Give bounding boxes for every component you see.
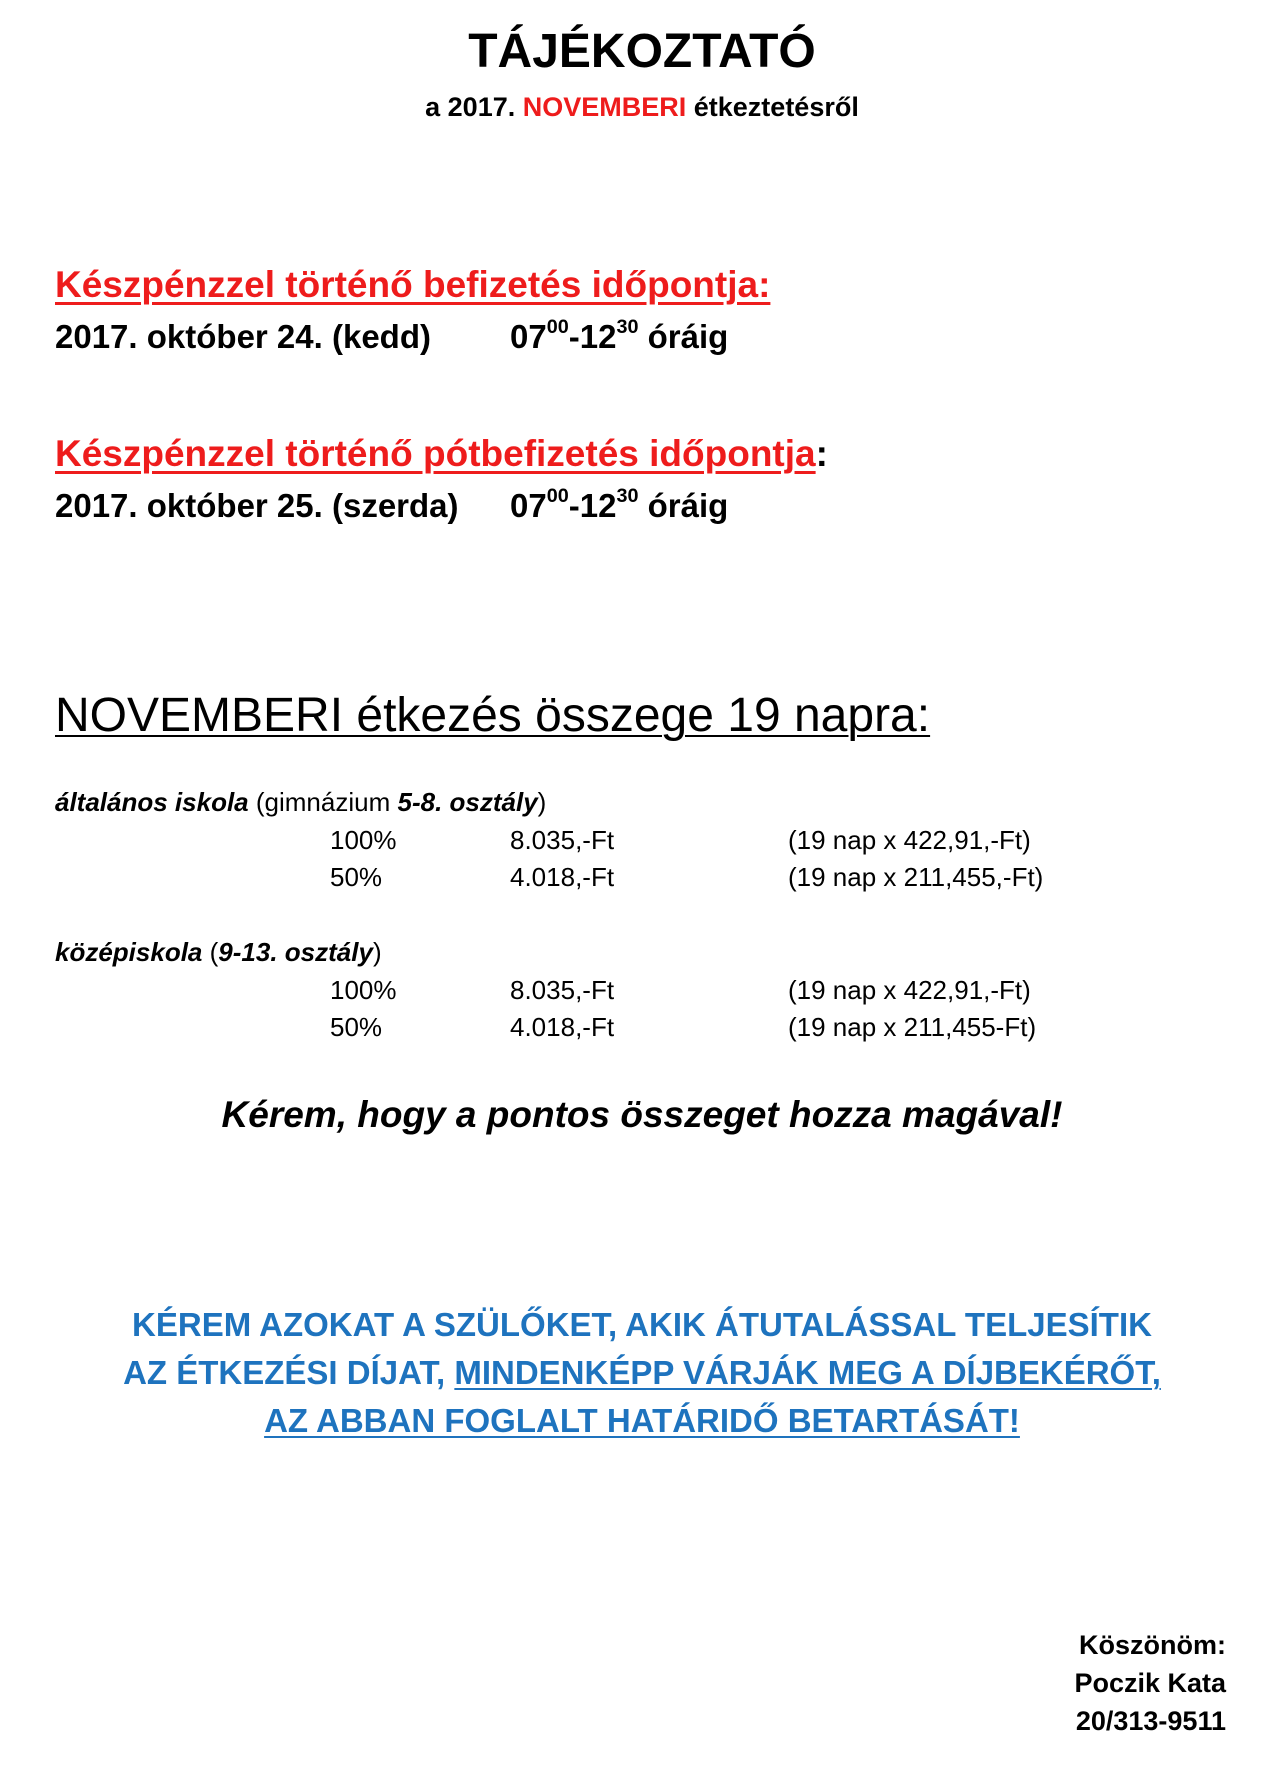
page-title: TÁJÉKOZTATÓ [468,25,816,78]
secondary-group-label: középiskola (9-13. osztály) [55,937,382,967]
primary-row-1-calc: (19 nap x 422,91,-Ft) [788,825,1031,855]
subtitle-month: NOVEMBERI [522,92,687,122]
primary-group-label: általános iskola (gimnázium 5-8. osztály) [55,787,547,817]
late-payment-heading: Készpénzzel történő pótbefizetés időpontja: [55,433,828,474]
secondary-row-2-amount: 4.018,-Ft [510,1012,615,1042]
secondary-row-1-calc: (19 nap x 422,91,-Ft) [788,975,1031,1005]
primary-row-2-pct: 50% [330,862,383,892]
secondary-row-2-pct: 50% [330,1012,383,1042]
primary-row-2-amount: 4.018,-Ft [510,862,615,892]
payment-date: 2017. október 24. (kedd) [55,318,431,355]
primary-row-1-amount: 8.035,-Ft [510,825,615,855]
payment-dateline [55,316,729,356]
subtitle-pre: a 2017. [425,92,523,122]
late-payment-time: $07^{00}-12^{30}$ óráig [510,485,729,524]
secondary-row-1-amount: 8.035,-Ft [510,975,615,1005]
transfer-notice-line-3: AZ ABBAN FOGLALT HATÁRIDŐ BETARTÁSÁT! [264,1402,1020,1439]
signature-thanks: Köszönöm: [1079,1630,1226,1660]
late-payment-date: 2017. október 25. (szerda) [55,487,459,524]
transfer-notice-line-1: KÉREM AZOKAT A SZÜLŐKET, AKIK ÁTUTALÁSSAL TELJESÍTIK [132,1306,1152,1343]
late-payment-dateline [55,485,729,525]
secondary-row-2-calc: (19 nap x 211,455-Ft) [788,1012,1037,1042]
signature-phone: 20/313-9511 [1075,1706,1226,1736]
secondary-row-1-pct: 100% [330,975,397,1005]
page-subtitle [0,92,1284,123]
payment-heading: Készpénzzel történő befizetés időpontja: [55,264,771,305]
primary-row-2-calc: (19 nap x 211,455,-Ft) [788,862,1044,892]
primary-row-1-pct: 100% [330,825,397,855]
exact-amount-request: Kérem, hogy a pontos összeget hozza magával! [221,1094,1063,1135]
signature-name: Poczik Kata [1074,1668,1226,1698]
amount-heading: NOVEMBERI étkezés összege 19 napra: [55,689,931,742]
subtitle-post: étkeztetésről [686,92,859,122]
payment-time: $07^{00}-12^{30}$ óráig [510,316,729,355]
transfer-notice-line-2: AZ ÉTKEZÉSI DÍJAT, MINDENKÉPP VÁRJÁK MEG A DÍJBEKÉRŐT, [123,1354,1161,1391]
